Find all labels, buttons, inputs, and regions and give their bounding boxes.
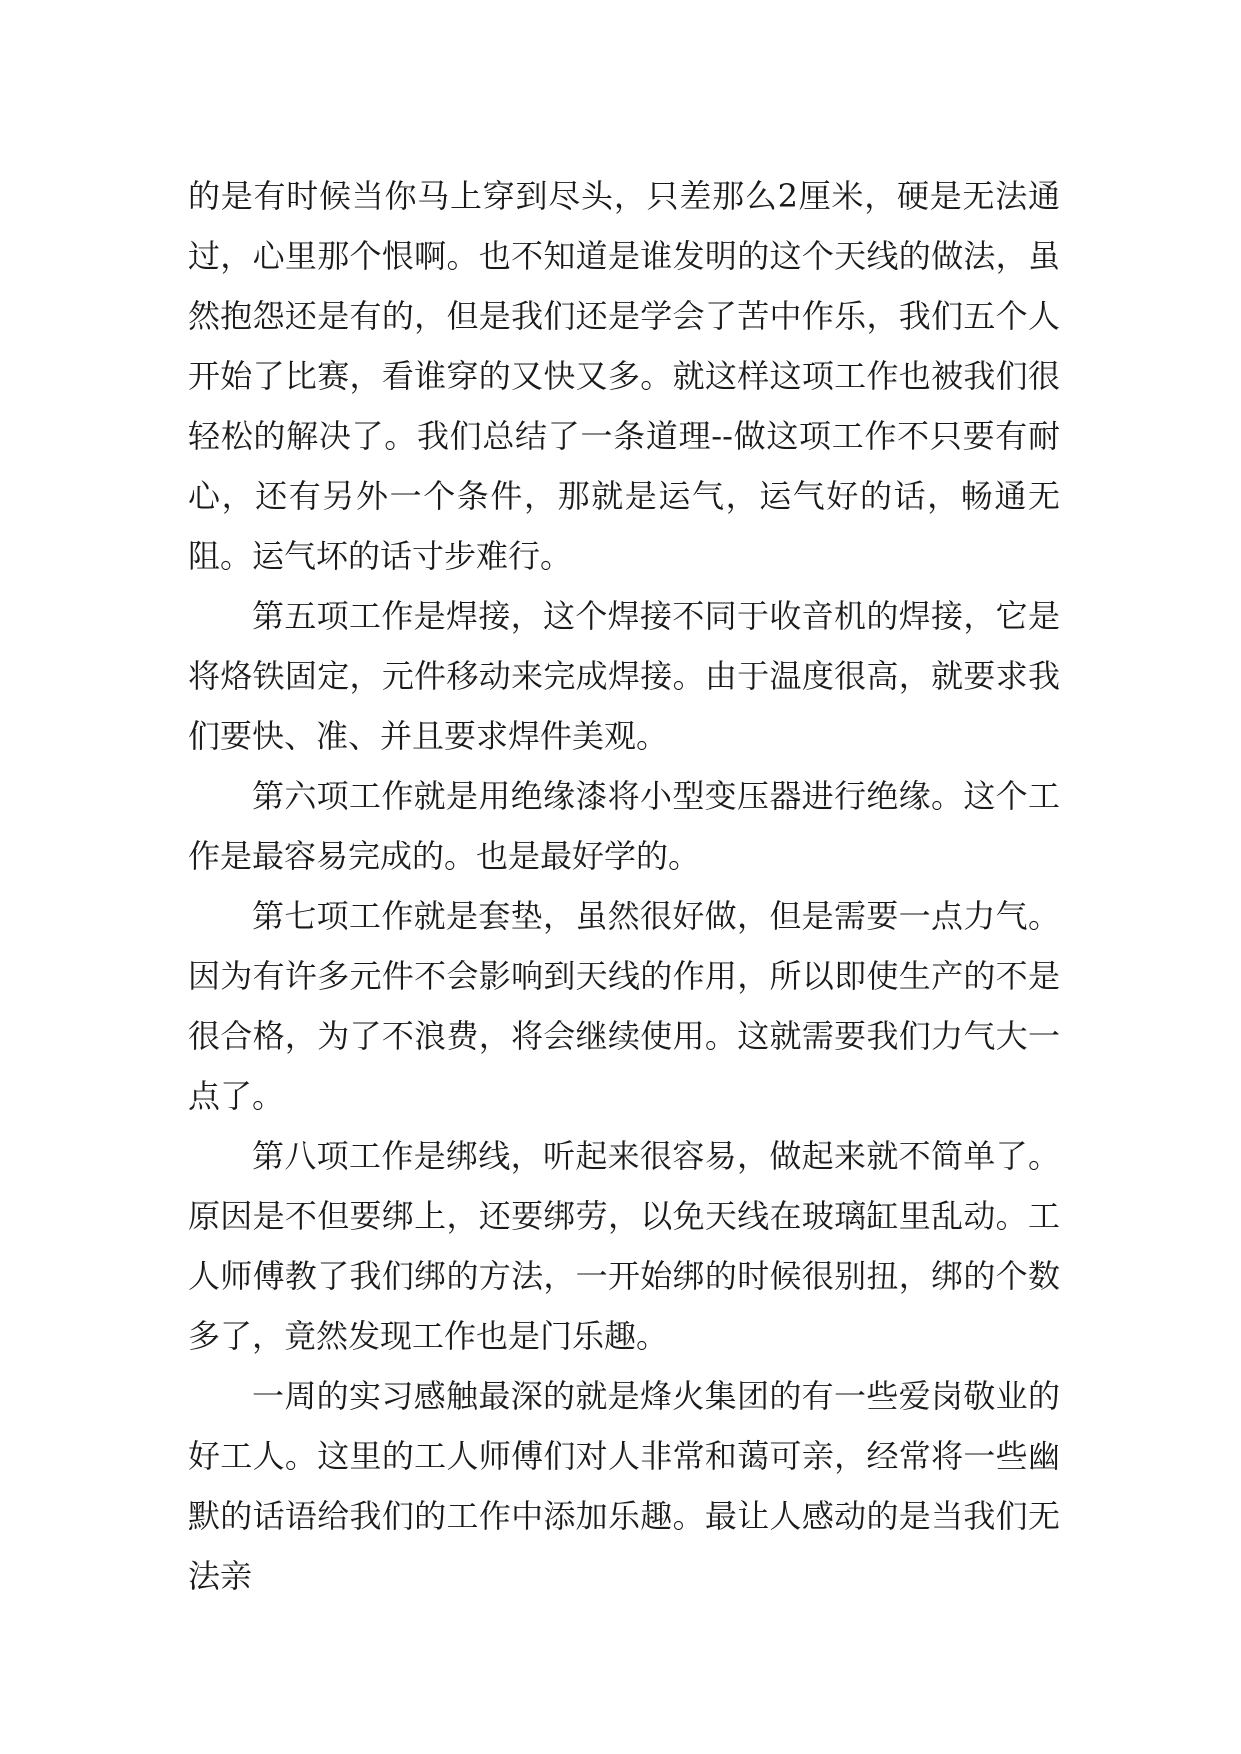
paragraph-2: 第五项工作是焊接，这个焊接不同于收音机的焊接，它是将烙铁固定，元件移动来完成焊接。由于温度很高，就要求我们要快、准、并且要求焊件美观。 bbox=[188, 597, 1060, 755]
paragraph-4: 第七项工作就是套垫，虽然很好做，但是需要一点力气。因为有许多元件不会影响到天线的作用，所以即使生产的不是很合格，为了不浪费，将会继续使用。这就需要我们力气大一点了。 bbox=[188, 897, 1060, 1115]
paragraph-6: 一周的实习感触最深的就是烽火集团的有一些爱岗敬业的好工人。这里的工人师傅们对人非常和蔼可亲，经常将一些幽默的话语给我们的工作中添加乐趣。最让人感动的是当我们无法亲 bbox=[188, 1377, 1060, 1595]
document-body bbox=[188, 166, 1060, 1606]
paragraph-1: 的是有时候当你马上穿到尽头，只差那么2厘米，硬是无法通过，心里那个恨啊。也不知道是谁发明的这个天线的做法，虽然抱怨还是有的，但是我们还是学会了苦中作乐，我们五个人开始了比赛，看谁穿的又快又多。就这样这项工作也被我们很轻松的解决了。我们总结了一条道理--做这项工作不只要有耐心，还有另外一个条件，那就是运气，运气好的话，畅通无阻。运气坏的话寸步难行。 bbox=[188, 177, 1060, 575]
paragraph-5: 第八项工作是绑线，听起来很容易，做起来就不简单了。原因是不但要绑上，还要绑劳，以免天线在玻璃缸里乱动。工人师傅教了我们绑的方法，一开始绑的时候很别扭，绑的个数多了，竟然发现工作也是门乐趣。 bbox=[188, 1137, 1060, 1355]
paragraph-3: 第六项工作就是用绝缘漆将小型变压器进行绝缘。这个工作是最容易完成的。也是最好学的。 bbox=[188, 777, 1060, 875]
